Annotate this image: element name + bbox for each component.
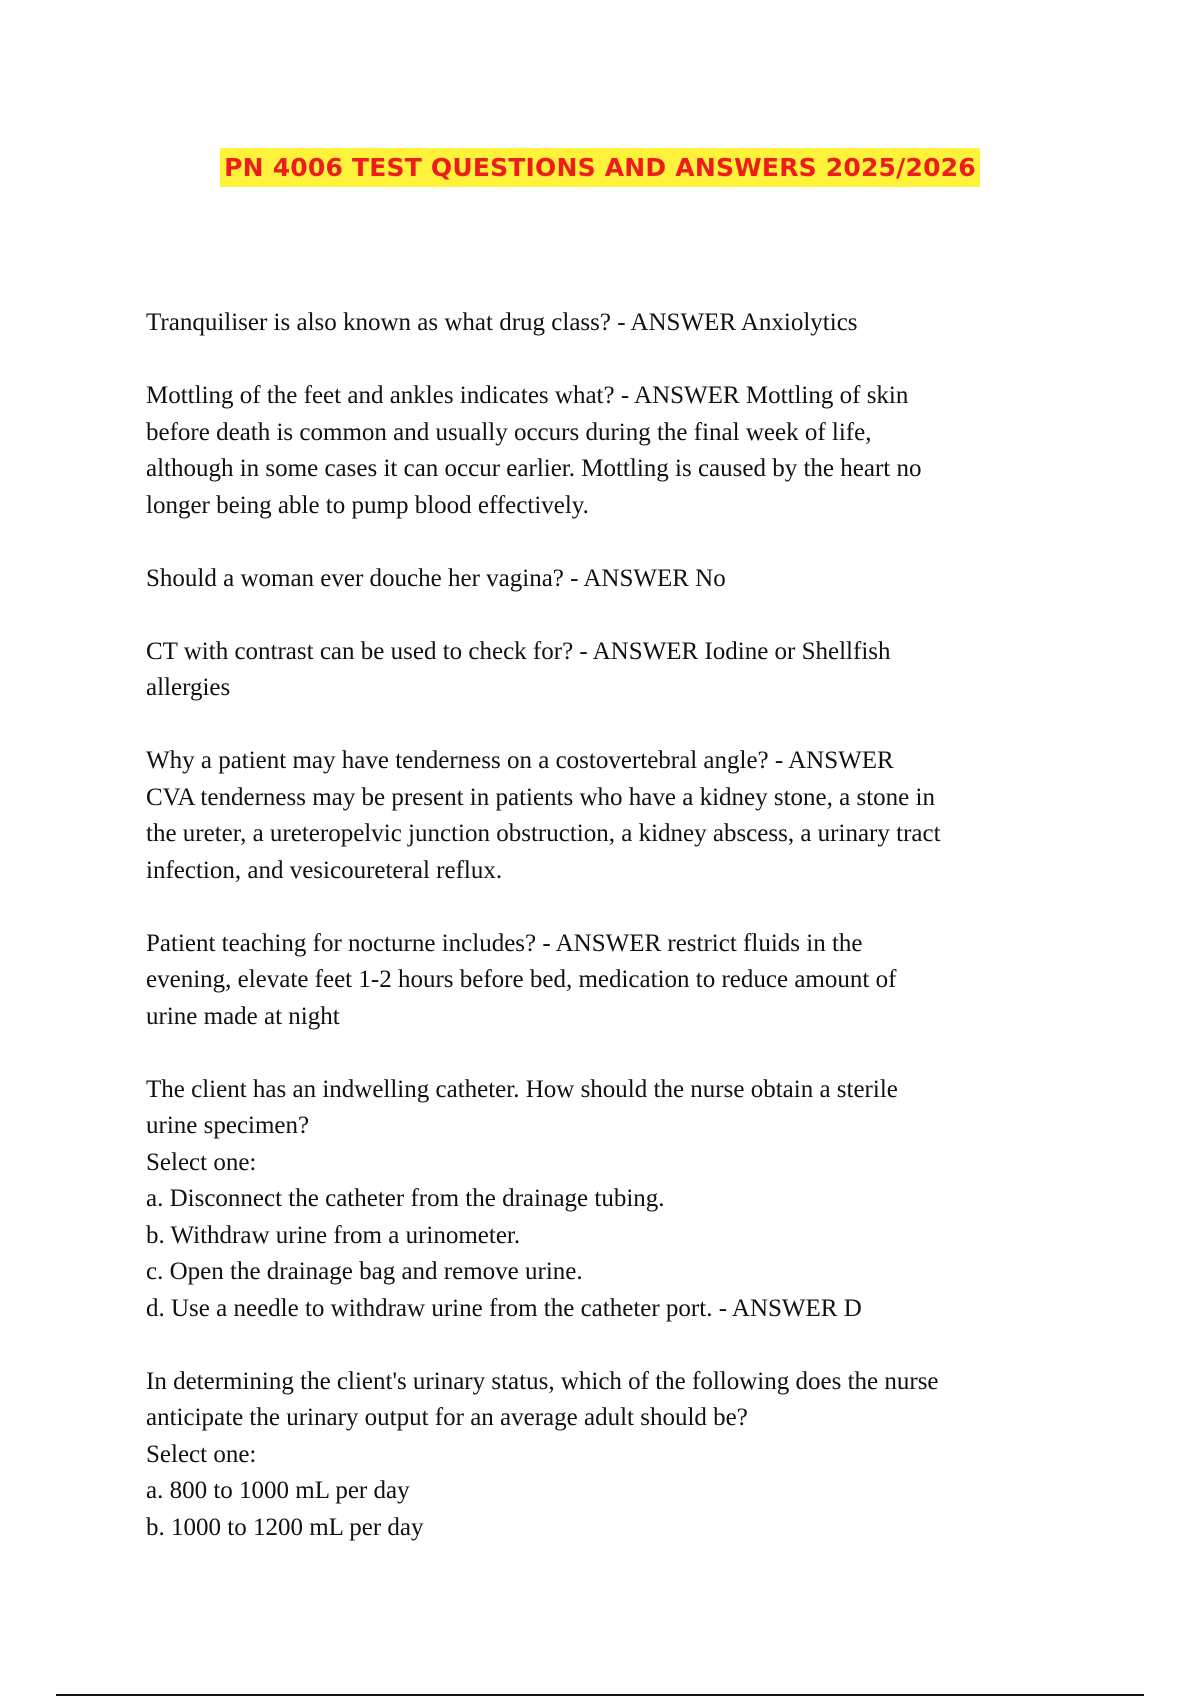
qa-option: d. Use a needle to withdraw urine from the catheter port. - ANSWER D [146, 1294, 862, 1322]
title-container [0, 148, 1200, 187]
qa-line: longer being able to pump blood effectively. [146, 491, 589, 519]
qa-item [146, 1364, 1081, 1547]
page-title: PN 4006 TEST QUESTIONS AND ANSWERS 2025/2026 [220, 148, 980, 187]
qa-line: Patient teaching for nocturne includes? - ANSWER restrict fluids in the [146, 929, 863, 957]
qa-item [146, 743, 1081, 889]
qa-line: the ureter, a ureteropelvic junction obstruction, a kidney abscess, a urinary tract [146, 820, 941, 847]
qa-line: infection, and vesicoureteral reflux. [146, 856, 503, 884]
qa-item [146, 634, 1081, 707]
qa-line: evening, elevate feet 1-2 hours before bed, medication to reduce amount of [146, 966, 897, 993]
qa-line: CT with contrast can be used to check for? - ANSWER Iodine or Shellfish [146, 637, 891, 665]
qa-line: In determining the client's urinary status, which of the following does the nurse [146, 1367, 939, 1395]
qa-item [146, 561, 1081, 598]
qa-line: The client has an indwelling catheter. How should the nurse obtain a sterile [146, 1075, 898, 1103]
qa-item [146, 305, 1081, 342]
qa-line: Tranquiliser is also known as what drug class? - ANSWER Anxiolytics [146, 309, 858, 336]
qa-option: b. 1000 to 1200 mL per day [146, 1513, 424, 1541]
qa-line: anticipate the urinary output for an average adult should be? [146, 1404, 748, 1431]
qa-option: b. Withdraw urine from a urinometer. [146, 1221, 521, 1249]
qa-line: Should a woman ever douche her vagina? - ANSWER No [146, 564, 726, 592]
qa-item [146, 1072, 1081, 1328]
qa-line: before death is common and usually occurs during the final week of life, [146, 418, 872, 446]
qa-item [146, 378, 1081, 524]
qa-line: Why a patient may have tenderness on a costovertebral angle? - ANSWER [146, 747, 894, 774]
qa-line: Select one: [146, 1148, 257, 1176]
qa-option: a. 800 to 1000 mL per day [146, 1477, 410, 1504]
qa-line: Mottling of the feet and ankles indicates what? - ANSWER Mottling of skin [146, 382, 909, 409]
qa-line: urine specimen? [146, 1112, 310, 1139]
qa-option: c. Open the drainage bag and remove urine. [146, 1258, 583, 1285]
qa-option: a. Disconnect the catheter from the drainage tubing. [146, 1185, 665, 1212]
page-bottom-divider [56, 1694, 1144, 1696]
qa-line: urine made at night [146, 1002, 340, 1030]
qa-list [146, 305, 1081, 1583]
qa-line: Select one: [146, 1440, 257, 1468]
qa-line: although in some cases it can occur earlier. Mottling is caused by the heart no [146, 455, 922, 482]
qa-item [146, 926, 1081, 1036]
qa-line: CVA tenderness may be present in patients who have a kidney stone, a stone in [146, 783, 935, 811]
qa-line: allergies [146, 674, 231, 701]
